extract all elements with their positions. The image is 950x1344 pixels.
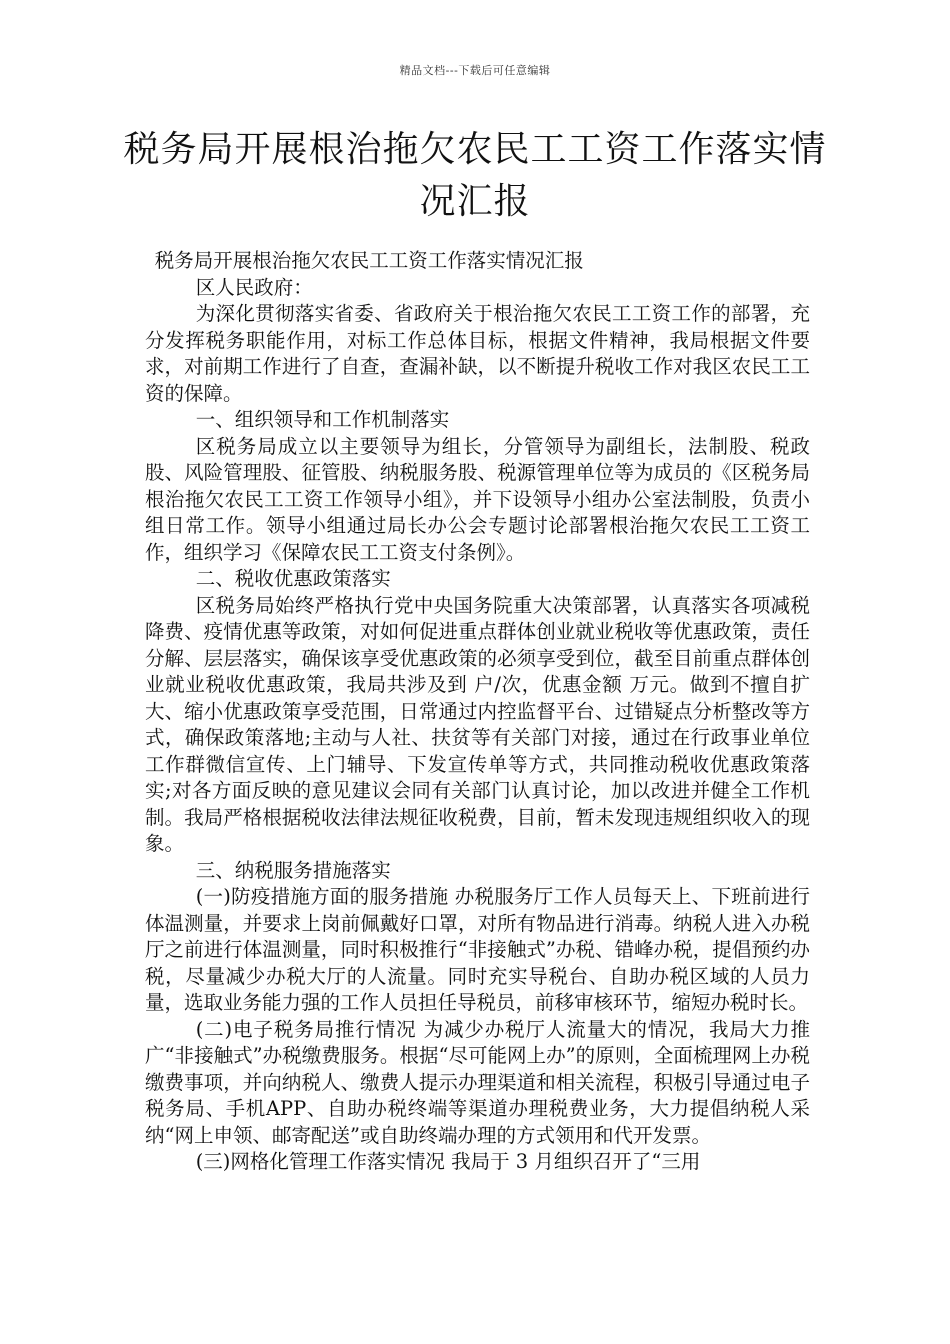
section-paragraph-2: 区税务局始终严格执行党中央国务院重大决策部署，认真落实各项减税降费、疫情优惠等政策，对如何促进重点群体创业就业税收等优惠政策，责任分解、层层落实，确保该享受优惠政策的必须享受到位，截至目前重点群体创业就业税收优惠政策，我局共涉及到 户/次，优惠金额 万元。做到不擅自扩大、缩小优惠政策享受范围，日常通过内控监督平台、过错疑点分析整改等方式，确保政策落地;主动与人社、扶贫等有关部门对接，通过在行政事业单位工作群微信宣传、上门辅导、下发宣传单等方式，共同推动税收优惠政策落实;对各方面反映的意见建议会同有关部门认真讨论，加以改进并健全工作机制。我局严格根据税收法律法规征收税费，目前，暂未发现违规组织收入的现象。	[145, 593, 810, 855]
section-heading-1: 一、组织领导和工作机制落实	[195, 408, 450, 431]
document-title: 税务局开展根治拖欠农民工工资工作落实情况汇报	[123, 129, 827, 222]
subsection-paragraph-2: (二)电子税务局推行情况 为减少办税厅人流量大的情况，我局大力推广“非接触式”办税缴费服务。根据“尽可能网上办”的原则，全面梳理网上办税缴费事项，并向纳税人、缴费人提示办理渠道和相关流程，积极引导通过电子税务局、手机APP、自助办税终端等渠道办理税费业务，大力提倡纳税人采纳“网上申领、邮寄配送”或自助终端办理的方式领用和代开发票。	[145, 1017, 810, 1147]
header-note: 精品文档---下载后可任意编辑	[399, 64, 551, 77]
section-paragraph-1: 区税务局成立以主要领导为组长，分管领导为副组长，法制股、税政股、风险管理股、征管股、纳税服务股、税源管理单位等为成员的《区税务局根治拖欠农民工工资工作领导小组》，并下设领导小组办公室法制股，负责小组日常工作。领导小组通过局长办公会专题讨论部署根治拖欠农民工工资工作，组织学习《保障农民工工资支付条例》。	[145, 434, 810, 564]
document-body	[145, 248, 810, 1176]
subsection-paragraph-1: (一)防疫措施方面的服务措施 办税服务厅工作人员每天上、下班前进行体温测量，并要求上岗前佩戴好口罩，对所有物品进行消毒。纳税人进入办税厅之前进行体温测量，同时积极推行“非接触式”办税、错峰办税，提倡预约办税，尽量减少办税大厅的人流量。同时充实导税台、自助办税区域的人员力量，选取业务能力强的工作人员担任导税员，前移审核环节，缩短办税时长。	[145, 885, 810, 1014]
document-subtitle: 税务局开展根治拖欠农民工工资工作落实情况汇报	[154, 249, 584, 272]
section-heading-2: 二、税收优惠政策落实	[195, 567, 391, 590]
subsection-paragraph-3: (三)网格化管理工作落实情况 我局于 3 月组织召开了“三用	[195, 1150, 701, 1173]
addressee: 区人民政府：	[195, 275, 313, 299]
section-heading-3: 三、纳税服务措施落实	[195, 858, 391, 882]
intro-paragraph: 为深化贯彻落实省委、省政府关于根治拖欠农民工工资工作的部署，充分发挥税务职能作用，对标工作总体目标，根据文件精神，我局根据文件要求，对前期工作进行了自查，查漏补缺，以不断提升税收工作对我区农民工工资的保障。	[145, 302, 810, 405]
